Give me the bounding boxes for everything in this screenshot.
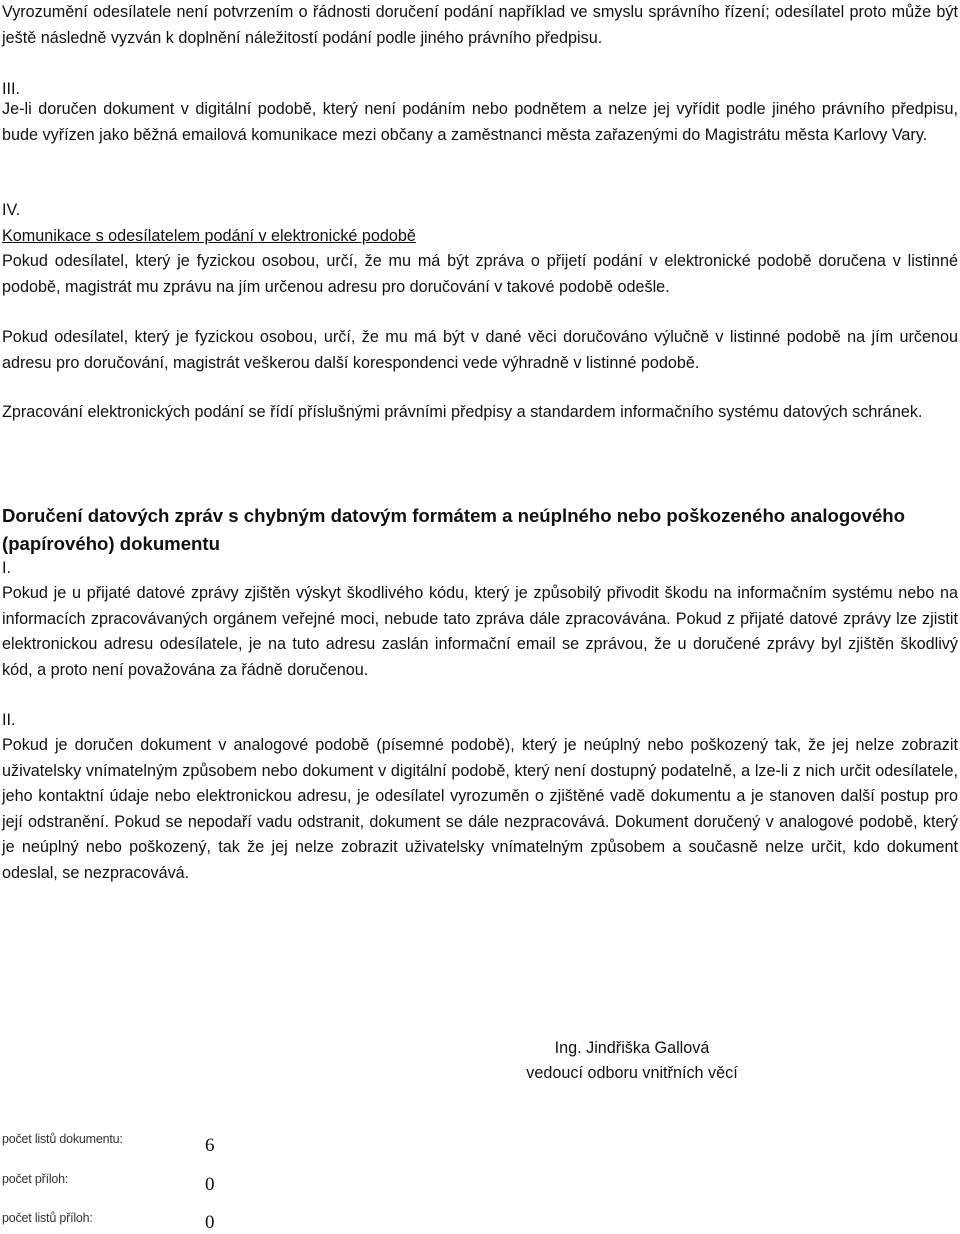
attachment-pages-count-value: 0 bbox=[205, 1212, 215, 1233]
attachments-count-label: počet příloh: bbox=[2, 1172, 69, 1186]
attachment-pages-count-label: počet listů příloh: bbox=[2, 1211, 93, 1225]
section-iii-paragraph: Je-li doručen dokument v digitální podobě, který není podáním nebo podnětem a nelze jej vyřídit podle jiného právního předpisu, bude vyřízen jako běžná emailová komunikace mezi občany a zaměstnanci města zařazenými do Magistrátu města Karlovy Vary. bbox=[2, 100, 958, 144]
signature-name: Ing. Jindřiška Gallová bbox=[554, 1039, 710, 1057]
section-iv-paragraph-2: Pokud odesílatel, který je fyzickou osobou, určí, že mu má být v dané věci doručováno výlučně v listinné podobě na jím určenou adresu pro doručování, magistrát veškerou další korespondenci vede výhradně v listinné podobě. bbox=[2, 328, 958, 372]
section-iv-paragraph-3: Zpracování elektronických podání se řídí příslušnými právními předpisy a standardem informačního systému datových schránek. bbox=[2, 403, 923, 421]
section-iv-paragraph-1: Pokud odesílatel, který je fyzickou osobou, určí, že mu má být zpráva o přijetí podání v elektronické podobě doručena v listinné podobě, magistrát mu zprávu na jím určenou adresu pro doručování v takové podobě odešle. bbox=[2, 252, 958, 296]
section-iv-title: Komunikace s odesílatelem podání v elektronické podobě bbox=[2, 227, 416, 245]
section-heading: Doručení datových zpráv s chybným datovým formátem a neúplného nebo poškozeného analogového (papírového) dokumentu bbox=[2, 505, 906, 554]
attachments-count-value: 0 bbox=[205, 1174, 215, 1195]
section-i-paragraph: Pokud je u přijaté datové zprávy zjištěn výskyt škodlivého kódu, který je způsobilý přivodit škodu na informačním systému nebo na informacích zpracovávaných orgánem veřejné moci, nebude tato zpráva dále zpracovávána. Pokud z přijaté datové zprávy lze zjistit elektronickou adresu odesílatele, je na tuto adresu zaslán informační email se zprávou, že u doručené zprávy byl zjištěn škodlivý kód, a proto není považována za řádně doručenou. bbox=[2, 584, 958, 679]
section-i-number: I. bbox=[2, 559, 11, 577]
section-ii-number: II. bbox=[2, 711, 16, 729]
section-iv-number: IV. bbox=[2, 201, 21, 219]
pages-count-label: počet listů dokumentu: bbox=[2, 1132, 123, 1146]
intro-paragraph: Vyrozumění odesílatele není potvrzením o řádnosti doručení podání například ve smyslu správního řízení; odesílatel proto může být ještě následně vyzván k doplnění náležitostí podání podle jiného právního předpisu. bbox=[2, 3, 958, 47]
pages-count-value: 6 bbox=[205, 1135, 215, 1156]
section-ii-paragraph: Pokud je doručen dokument v analogové podobě (písemné podobě), který je neúplný nebo poškozený tak, že jej nelze zobrazit uživatelsky vnímatelným způsobem nebo dokument v digitální podobě, který není dostupný podatelně, a lze-li z nich určit odesílatele, jeho kontaktní údaje nebo elektronickou adresu, je odesílatel vyrozuměn o zjištěné vadě dokumentu a je stanoven další postup pro její odstranění. Pokud se nepodaří vadu odstranit, dokument se dále nezpracovává. Dokument doručený v analogové podobě, který je neúplný nebo poškozený, tak že jej nelze zobrazit uživatelsky vnímatelným způsobem a současně nelze určit, kdo dokument odeslal, se nezpracovává. bbox=[2, 736, 958, 882]
signature-role: vedoucí odboru vnitřních věcí bbox=[526, 1064, 738, 1082]
section-iii-number: III. bbox=[2, 80, 20, 98]
